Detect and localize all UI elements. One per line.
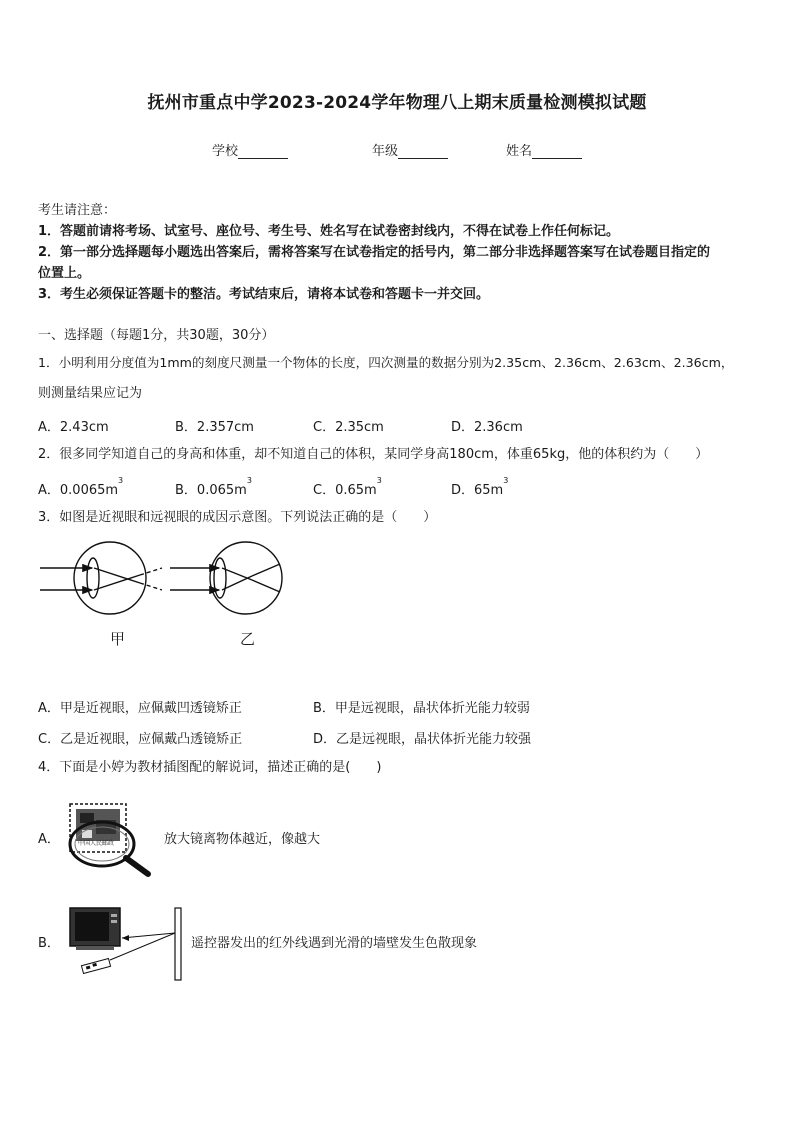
notice-item-2-cont: 位置上。 xyxy=(38,266,91,281)
q1-option-c[interactable]: C．2.35cm xyxy=(313,420,384,435)
q1-option-a[interactable]: A．2.43cm xyxy=(38,420,109,435)
notice-item-3: 3．考生必须保证答题卡的整洁。考试结束后，请将本试卷和答题卡一并交回。 xyxy=(38,287,490,302)
q2-option-d[interactable]: D．$65m^3$ xyxy=(451,476,509,498)
wall-icon xyxy=(175,908,181,980)
fig-label-jia: 甲 xyxy=(110,630,126,648)
remote-scene xyxy=(62,904,187,982)
grade-label: 年级 xyxy=(372,144,399,159)
notice-item-1: 1．答题前请将考场、试室号、座位号、考生号、姓名写在试卷密封线内，不得在试卷上作任何标记。 xyxy=(38,224,620,239)
q3-option-b[interactable]: B．甲是远视眼，晶状体折光能力较弱 xyxy=(313,701,530,716)
q4-option-a-letter[interactable]: A． xyxy=(38,832,60,847)
fig-label-yi: 乙 xyxy=(240,630,256,648)
eye-diagram-icon xyxy=(36,540,286,630)
q1-option-b[interactable]: B．2.357cm xyxy=(175,420,254,435)
school-blank[interactable] xyxy=(238,145,288,159)
q4-option-b-caption: 遥控器发出的红外线遇到光滑的墙壁发生色散现象 xyxy=(191,936,478,951)
name-field xyxy=(506,140,582,159)
q3-stem: 3．如图是近视眼和远视眼的成因示意图。下列说法正确的是（ ） xyxy=(38,510,437,525)
tv-icon xyxy=(70,908,120,950)
q3-option-a[interactable]: A．甲是近视眼，应佩戴凹透镜矫正 xyxy=(38,701,242,716)
school-field xyxy=(212,140,288,159)
school-label: 学校 xyxy=(212,144,239,159)
q2-option-c[interactable]: C．$0.65m^3$ xyxy=(313,476,382,498)
q3-option-c[interactable]: C．乙是近视眼，应佩戴凸透镜矫正 xyxy=(38,732,243,747)
grade-blank[interactable] xyxy=(398,145,448,159)
q2-stem: 2．很多同学知道自己的身高和体重，却不知道自己的体积，某同学身高180cm，体重65kg，他的体积约为（ ） xyxy=(38,447,709,462)
name-label: 姓名 xyxy=(506,144,533,159)
q4-stem: 4．下面是小婷为教材插图配的解说词，描述正确的是( ) xyxy=(38,760,382,775)
q1-stem-cont: 则测量结果应记为 xyxy=(38,386,143,401)
q2-option-a[interactable]: A．$0.0065m^3$ xyxy=(38,476,124,498)
eye-jia xyxy=(40,542,162,614)
exam-title: 抚州市重点中学2023-2024学年物理八上期末质量检测模拟试题 xyxy=(147,93,647,113)
grade-field xyxy=(372,140,448,159)
notice-item-2: 2．第一部分选择题每小题选出答案后，需将答案写在试卷指定的括号内，第二部分非选择题答案写在试卷题目指定的 xyxy=(38,245,711,260)
section-heading: 一、选择题（每题1分，共30题，30分） xyxy=(38,328,275,343)
q1-option-d[interactable]: D．2.36cm xyxy=(451,420,523,435)
stamp-text: 中国人民邮政 xyxy=(78,840,115,847)
q1-stem: 1．小明利用分度值为1mm的刻度尺测量一个物体的长度，四次测量的数据分别为2.35cm、2.36cm、2.63cm、2.36cm， xyxy=(38,355,734,370)
q2-option-b[interactable]: B．$0.065m^3$ xyxy=(175,476,252,498)
notice-heading: 考生请注意： xyxy=(38,203,117,218)
eye-yi xyxy=(170,542,282,614)
remote-control-icon xyxy=(81,959,110,974)
q3-option-d[interactable]: D．乙是远视眼，晶状体折光能力较强 xyxy=(313,732,532,747)
q4-option-b-letter[interactable]: B． xyxy=(38,936,60,951)
q4-option-a-caption: 放大镜离物体越近，像越大 xyxy=(164,832,321,847)
name-blank[interactable] xyxy=(532,145,582,159)
